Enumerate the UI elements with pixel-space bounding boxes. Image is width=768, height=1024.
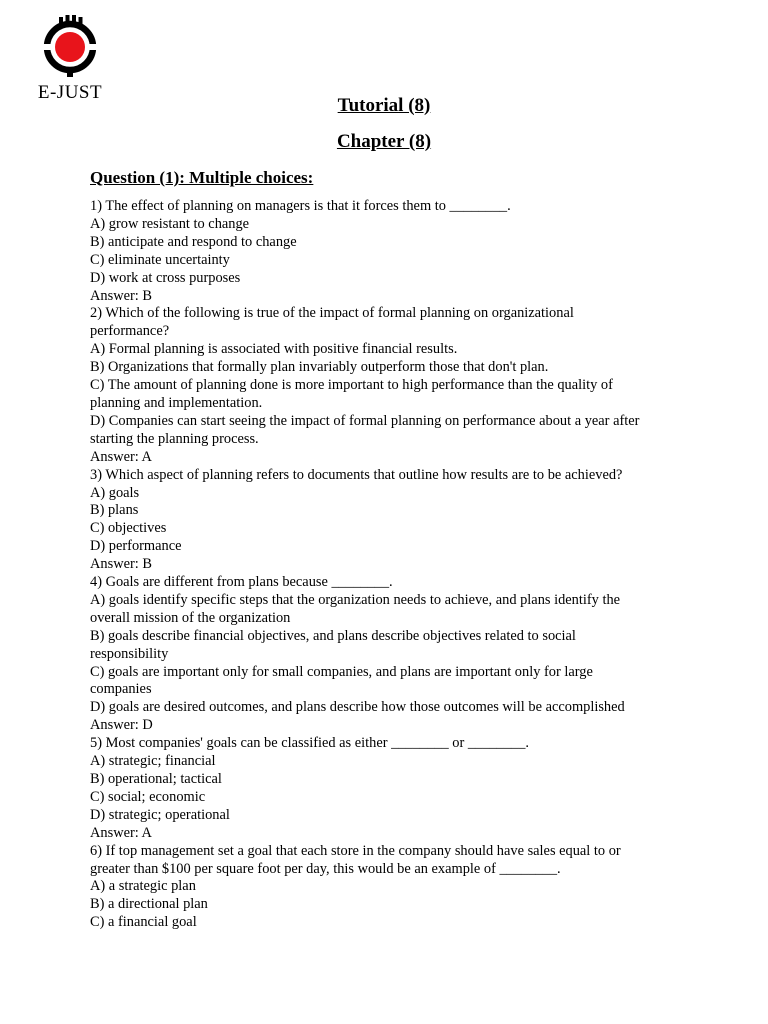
text-line: greater than $100 per square foot per day, this would be an example of ________. xyxy=(90,860,561,877)
text-line: C) eliminate uncertainty xyxy=(90,251,230,268)
logo-text: E-JUST xyxy=(37,82,103,103)
ejust-logo xyxy=(32,14,108,103)
text-line: companies xyxy=(90,681,152,698)
text-line: 6) If top management set a goal that each store in the company should have sales equal to or xyxy=(90,842,621,859)
text-line: C) social; economic xyxy=(90,788,206,805)
text-line: B) goals describe financial objectives, and plans describe objectives related to social xyxy=(90,627,576,644)
ejust-logo-icon xyxy=(43,14,97,80)
text-line: planning and implementation. xyxy=(90,394,263,411)
text-line: B) Organizations that formally plan invariably outperform those that don't plan. xyxy=(90,359,549,376)
text-line: responsibility xyxy=(90,645,169,662)
text-line: A) grow resistant to change xyxy=(90,215,250,232)
text-line: Answer: B xyxy=(90,287,152,304)
text-line: Answer: A xyxy=(90,824,152,841)
text-line: 3) Which aspect of planning refers to documents that outline how results are to be achieved? xyxy=(90,466,623,483)
text-line: A) Formal planning is associated with positive financial results. xyxy=(90,341,458,358)
text-line: A) goals xyxy=(90,484,140,501)
text-line: Answer: D xyxy=(90,717,153,734)
text-line: C) goals are important only for small companies, and plans are important only for large xyxy=(90,663,593,680)
text-line: Answer: B xyxy=(90,556,152,573)
text-line: 1) The effect of planning on managers is that it forces them to ________. xyxy=(90,198,511,214)
text-line: A) a strategic plan xyxy=(90,878,196,895)
chapter-title: Chapter (8) xyxy=(336,131,432,152)
text-line: D) goals are desired outcomes, and plans describe how those outcomes will be accomplished xyxy=(90,699,625,716)
text-line: C) objectives xyxy=(90,520,167,537)
text-line: B) plans xyxy=(90,502,139,519)
text-line: starting the planning process. xyxy=(90,430,259,447)
text-line: D) work at cross purposes xyxy=(90,269,241,286)
text-line: B) anticipate and respond to change xyxy=(90,233,297,250)
text-line: D) strategic; operational xyxy=(90,806,230,823)
tutorial-title: Tutorial (8) xyxy=(337,95,431,116)
text-line: 4) Goals are different from plans because ________. xyxy=(90,574,393,591)
text-line: 2) Which of the following is true of the impact of formal planning on organizational xyxy=(90,305,574,322)
text-line: D) performance xyxy=(90,538,182,555)
text-line: C) The amount of planning done is more important to high performance than the quality of xyxy=(90,377,613,394)
text-line: C) a financial goal xyxy=(90,914,197,931)
text-line: performance? xyxy=(90,323,170,340)
text-line: 5) Most companies' goals can be classified as either ________ or ________. xyxy=(90,735,530,752)
text-line: Answer: A xyxy=(90,448,152,465)
text-line: B) operational; tactical xyxy=(90,771,222,787)
text-line: B) a directional plan xyxy=(90,896,208,913)
text-line: D) Companies can start seeing the impact of formal planning on performance about a year after xyxy=(90,412,640,429)
text-line: A) goals identify specific steps that the organization needs to achieve, and plans identify the xyxy=(90,591,621,608)
text-line: overall mission of the organization xyxy=(90,609,291,626)
section-title: Question (1): Multiple choices: xyxy=(90,168,314,187)
text-line: A) strategic; financial xyxy=(90,753,216,770)
question-list xyxy=(90,198,690,932)
